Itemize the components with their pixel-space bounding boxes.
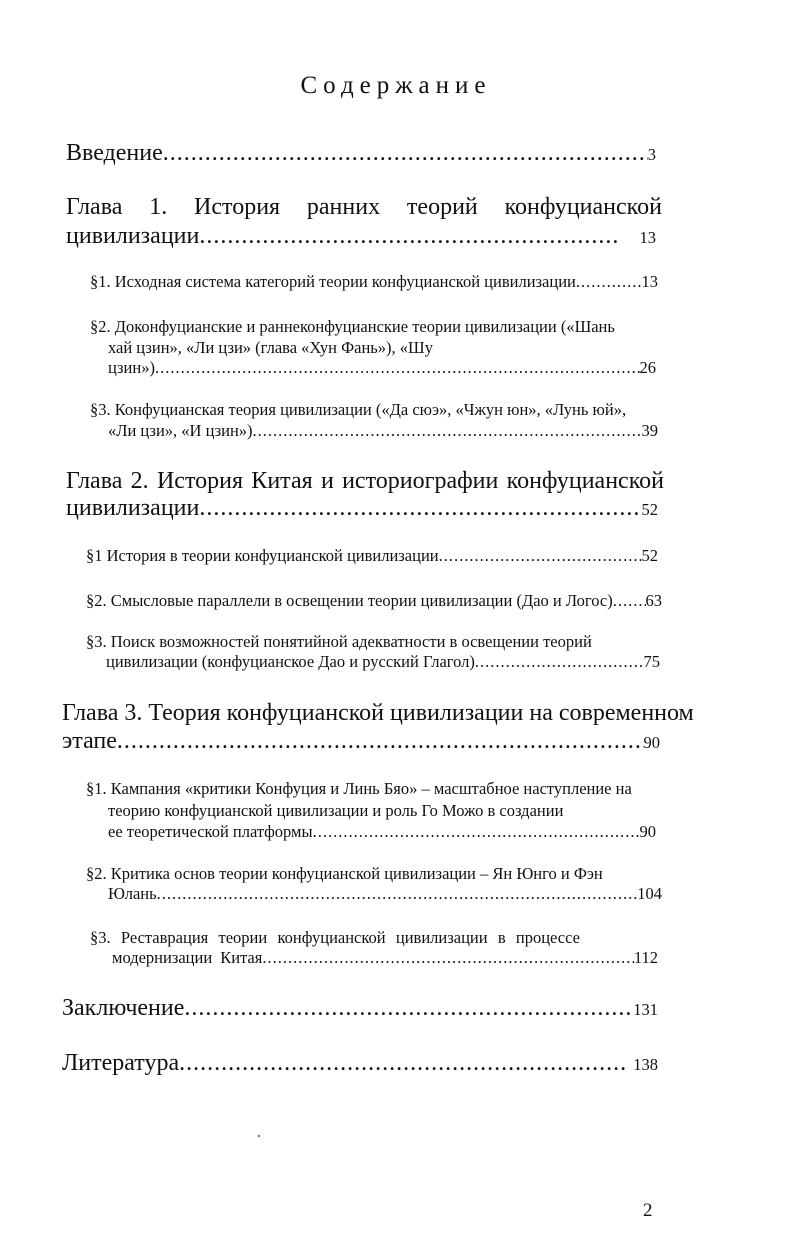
entry-page: 90 bbox=[643, 733, 660, 752]
leader-dots bbox=[163, 140, 648, 167]
toc-entry-conclusion[interactable] bbox=[62, 995, 658, 1022]
toc-section-2-3-line1[interactable]: §3. Поиск возможностей понятийной адекватности в освещении теорий bbox=[86, 632, 592, 651]
leader-dots bbox=[199, 223, 617, 250]
toc-chapter-1-line1[interactable] bbox=[66, 194, 662, 221]
toc-section-1-2-line1[interactable]: §2. Доконфуцианские и раннеконфуцианские теории цивилизации («Шань bbox=[90, 317, 615, 336]
leader-dots bbox=[313, 822, 640, 842]
toc-section-1-3-line2[interactable] bbox=[108, 421, 658, 441]
entry-page: 104 bbox=[637, 884, 662, 903]
entry-label: Введение bbox=[66, 140, 163, 166]
entry-label: ее теоретической платформы bbox=[108, 822, 313, 841]
entry-page: 90 bbox=[639, 822, 656, 841]
toc-chapter-2-line1[interactable]: Глава 2. История Китая и историографии конфуцианской bbox=[66, 468, 664, 494]
entry-label: §2. Смысловые параллели в освещении теории цивилизации (Дао и Логос) bbox=[86, 591, 613, 610]
toc-chapter-3-line2[interactable] bbox=[62, 728, 660, 755]
leader-dots bbox=[576, 272, 642, 292]
toc-section-2-1[interactable] bbox=[86, 546, 658, 566]
toc-section-3-3-line2[interactable] bbox=[112, 948, 658, 968]
entry-label: этапе bbox=[62, 728, 117, 754]
word: теории bbox=[218, 928, 268, 947]
word: в bbox=[497, 928, 506, 947]
leader-dots bbox=[117, 728, 644, 755]
leader-dots bbox=[157, 884, 638, 904]
entry-label: Заключение bbox=[62, 995, 185, 1021]
toc-section-1-3-line1[interactable]: §3. Конфуцианская теория цивилизации («Да сюэ», «Чжун юн», «Лунь юй», bbox=[90, 400, 627, 419]
toc-section-3-2-line2[interactable] bbox=[108, 884, 662, 904]
word: 1. bbox=[149, 194, 168, 220]
page-number: 2 bbox=[643, 1200, 653, 1221]
leader-dots bbox=[184, 995, 633, 1022]
toc-section-3-3-line1[interactable] bbox=[90, 928, 580, 948]
entry-page: 112 bbox=[633, 948, 658, 967]
entry-label: Юлань bbox=[108, 884, 157, 903]
entry-label: цивилизации bbox=[66, 223, 200, 249]
entry-label: модернизации bbox=[112, 948, 213, 967]
toc-chapter-1-line2[interactable] bbox=[66, 223, 656, 250]
toc-entry-literature[interactable] bbox=[62, 1050, 658, 1077]
entry-label: «Ли цзи», «И цзин») bbox=[108, 421, 253, 440]
toc-section-1-2-line2[interactable]: хай цзин», «Ли цзи» (глава «Хун Фань»), «Шу bbox=[108, 338, 433, 357]
entry-page: 39 bbox=[641, 421, 658, 440]
toc-section-1-2-line3[interactable] bbox=[108, 358, 656, 378]
entry-page: 138 bbox=[633, 1055, 658, 1074]
entry-page: 13 bbox=[641, 272, 658, 291]
entry-page: 63 bbox=[645, 591, 662, 610]
leader-dots bbox=[475, 652, 644, 672]
leader-dots bbox=[179, 1050, 627, 1077]
toc-title: Содержание bbox=[300, 72, 492, 99]
word: теорий bbox=[406, 194, 478, 220]
entry-page: 13 bbox=[639, 228, 656, 247]
word: Глава bbox=[66, 194, 123, 220]
toc-section-2-2[interactable] bbox=[86, 591, 662, 611]
entry-label: Литература bbox=[62, 1050, 180, 1076]
entry-label: Китая bbox=[220, 948, 263, 967]
toc-chapter-2-line2[interactable] bbox=[66, 495, 658, 522]
word: цивилизации bbox=[395, 928, 488, 947]
entry-label: цзин») bbox=[108, 358, 155, 377]
entry-page: 3 bbox=[647, 145, 656, 164]
leader-dots bbox=[439, 546, 642, 566]
entry-page: 52 bbox=[641, 546, 658, 565]
word: §3. bbox=[90, 928, 111, 947]
word: процессе bbox=[515, 928, 580, 947]
entry-label: цивилизации (конфуцианское Дао и русский Глагол) bbox=[106, 652, 475, 671]
entry-label: цивилизации bbox=[66, 495, 200, 521]
toc-section-3-1-line3[interactable] bbox=[108, 822, 656, 842]
entry-page: 52 bbox=[641, 500, 658, 519]
toc-section-3-2-line1[interactable]: §2. Критика основ теории конфуцианской цивилизации – Ян Юнго и Фэн bbox=[86, 864, 603, 883]
entry-page: 26 bbox=[639, 358, 656, 377]
word: История bbox=[194, 194, 281, 220]
leader-dots bbox=[613, 591, 646, 611]
word: ранних bbox=[306, 194, 381, 220]
toc-chapter-3-line1[interactable]: Глава 3. Теория конфуцианской цивилизации на современном bbox=[62, 700, 694, 726]
toc-section-2-3-line2[interactable] bbox=[106, 652, 660, 672]
toc-section-1-1[interactable] bbox=[90, 272, 658, 292]
toc-entry-intro[interactable] bbox=[66, 140, 656, 167]
entry-label: §1 История в теории конфуцианской цивилизации bbox=[86, 546, 439, 565]
entry-page: 75 bbox=[643, 652, 660, 671]
scan-speck bbox=[258, 1135, 260, 1137]
leader-dots bbox=[262, 948, 634, 968]
word: конфуцианской bbox=[504, 194, 662, 220]
entry-label: §1. Исходная система категорий теории конфуцианской цивилизации bbox=[90, 272, 576, 291]
entry-page: 131 bbox=[633, 1000, 658, 1019]
word: конфуцианской bbox=[277, 928, 386, 947]
toc-section-3-1-line2[interactable]: теорию конфуцианской цивилизации и роль Го Можо в создании bbox=[108, 801, 564, 820]
leader-dots bbox=[199, 495, 641, 522]
toc-section-3-1-line1[interactable]: §1. Кампания «критики Конфуция и Линь Бяо» – масштабное наступление на bbox=[86, 779, 632, 798]
leader-dots bbox=[253, 421, 642, 441]
word: Реставрация bbox=[120, 928, 209, 947]
leader-dots bbox=[155, 358, 640, 378]
